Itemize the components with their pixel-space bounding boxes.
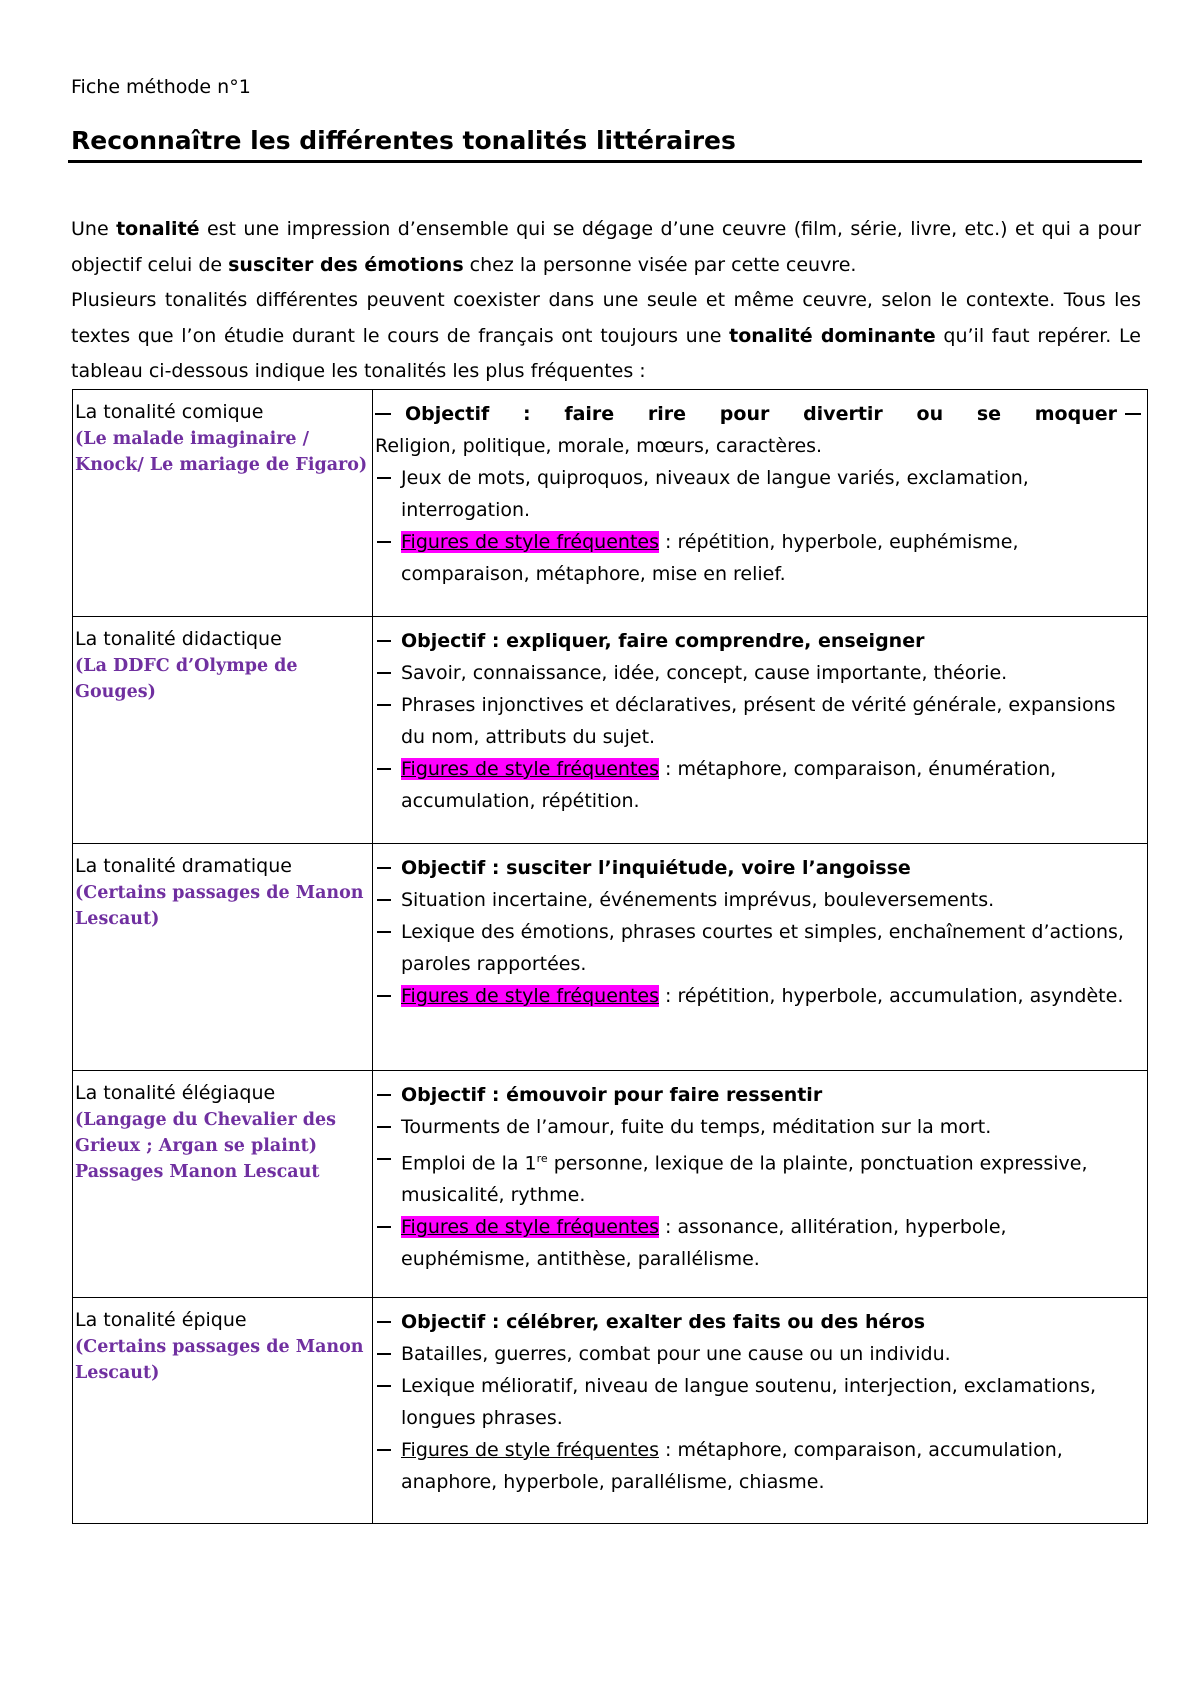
tone-works: (Certains passages de Manon Lescaut) [75,1337,364,1383]
tone-name: La tonalité élégiaque [75,1082,276,1104]
figures-label: Figures de style fréquentes [401,985,659,1007]
table-row [73,844,1148,1071]
list-item-text: Savoir, connaissance, idée, concept, cause importante, théorie. [401,662,1008,684]
tone-label-cell [73,617,373,844]
list-item [375,1370,1141,1434]
objective-block [375,398,1141,462]
list-item-text: Tourments de l’amour, fuite du temps, méditation sur la mort. [401,1116,992,1138]
tone-name: La tonalité épique [75,1309,247,1331]
list-item [375,753,1141,817]
tone-content-cell [373,390,1148,617]
tone-works: (Langage du Chevalier des Grieux ; Argan se plaint) Passages Manon Lescaut [75,1110,336,1182]
objective-text: Objectif : célébrer, exalter des faits ou des héros [401,1311,926,1333]
intro-bold-term: tonalité dominante [729,324,936,347]
list-item-text: Jeux de mots, quiproquos, niveaux de langue variés, exclamation, interrogation. [401,467,1029,521]
list-item [375,462,1141,526]
figures-label: Figures de style fréquentes [401,531,659,553]
dash-bullet [375,413,391,415]
tone-name: La tonalité dramatique [75,855,292,877]
tone-label-cell [73,844,373,1071]
tone-label-cell [73,1071,373,1298]
tone-content-cell [373,844,1148,1071]
figures-text: : assonance, allitération, hyperbole, euphémisme, antithèse, parallélisme. [401,1216,1007,1271]
figures-text: : répétition, hyperbole, accumulation, asyndète. [658,985,1124,1007]
dash-bullet [1125,413,1141,415]
objective-line [375,852,1141,884]
table-row [73,390,1148,617]
objective-line [375,1306,1141,1338]
sheet-label: Fiche méthode n°1 [71,76,251,98]
objective-text: Objectif : expliquer, faire comprendre, enseigner [401,630,925,652]
list-item [375,980,1141,1012]
figures-text: : métaphore, comparaison, énumération, accumulation, répétition. [401,758,1057,812]
tonalities-table [72,389,1148,1524]
objective-text: Objectif : faire rire pour divertir ou se moquer [405,403,1117,425]
intro-text-span: est une impression d’ensemble qui se dégage d’une ceuvre (film, série, livre, etc.) et qui a pour objectif celui de [71,218,1141,276]
objective-line [375,398,1141,430]
page-title: Reconnaître les différentes tonalités littéraires [71,126,736,155]
figures-label: Figures de style fréquentes [401,1216,659,1239]
objective-text: Objectif : émouvoir pour faire ressentir [401,1084,823,1106]
table-row [73,1071,1148,1298]
figures-label: Figures de style fréquentes [401,758,659,780]
objective-text: Objectif : susciter l’inquiétude, voire l’angoisse [401,857,911,879]
tone-content-cell [373,1071,1148,1298]
objective-line [375,625,1141,657]
intro-text-span: chez la personne visée par cette ceuvre. [463,253,857,276]
intro-text [71,212,1141,390]
list-item [375,1143,1141,1211]
list-item-text: Lexique mélioratif, niveau de langue soutenu, interjection, exclamations, longues phrases. [401,1375,1097,1429]
table-row [73,617,1148,844]
list-item-text: Batailles, guerres, combat pour une cause ou un individu. [401,1343,951,1365]
intro-paragraph-2 [71,283,1141,390]
tone-content-cell [373,1298,1148,1524]
tone-label-cell [73,1298,373,1524]
title-underline [68,160,1142,163]
tone-works: (La DDFC d’Olympe de Gouges) [75,656,298,702]
list-item [375,657,1141,689]
list-item [375,689,1141,753]
intro-text-span: qu’il faut repérer. Le tableau ci-dessous indique les tonalités les plus fréquentes : [71,324,1141,382]
table-row [73,1298,1148,1524]
list-item [375,1211,1141,1275]
tone-name: La tonalité didactique [75,628,282,650]
tone-content-cell [373,617,1148,844]
list-item [375,526,1141,590]
list-item [375,1111,1141,1143]
tone-works: (Certains passages de Manon Lescaut) [75,883,364,929]
list-item [375,1338,1141,1370]
objective-line [375,1079,1141,1111]
list-item [375,884,1141,916]
intro-bold-term: susciter des émotions [228,253,464,276]
intro-text-span: Une [71,218,117,240]
superscript: re [536,1152,548,1165]
tone-label-cell [73,390,373,617]
list-item [375,1434,1141,1498]
intro-text-span: Plusieurs tonalités différentes peuvent coexister dans une seule et même ceuvre, selon le contexte. Tous les textes que l’on étudie durant le cours de français ont toujours une [71,289,1141,347]
list-item-text: Lexique des émotions, phrases courtes et simples, enchaînement d’actions, paroles rapportées. [401,921,1124,975]
list-item-text: Emploi de la 1 [401,1152,537,1175]
objective-continuation: Religion, politique, morale, mœurs, caractères. [375,435,823,457]
list-item-text: personne, lexique de la plainte, ponctuation expressive, musicalité, rythme. [401,1152,1088,1207]
list-item-text: Situation incertaine, événements imprévus, bouleversements. [401,889,995,911]
tone-name: La tonalité comique [75,401,264,423]
figures-text: : répétition, hyperbole, euphémisme, comparaison, métaphore, mise en relief. [401,531,1019,585]
list-item [375,916,1141,980]
figures-label: Figures de style fréquentes [401,1439,659,1461]
list-item-text: Phrases injonctives et déclaratives, présent de vérité générale, expansions du nom, attributs du sujet. [401,694,1116,748]
intro-bold-term: tonalité [116,218,200,240]
tone-works: (Le malade imaginaire / Knock/ Le mariage de Figaro) [75,429,368,475]
figures-text: : métaphore, comparaison, accumulation, anaphore, hyperbole, parallélisme, chiasme. [401,1439,1063,1493]
intro-paragraph-1 [71,212,1141,283]
